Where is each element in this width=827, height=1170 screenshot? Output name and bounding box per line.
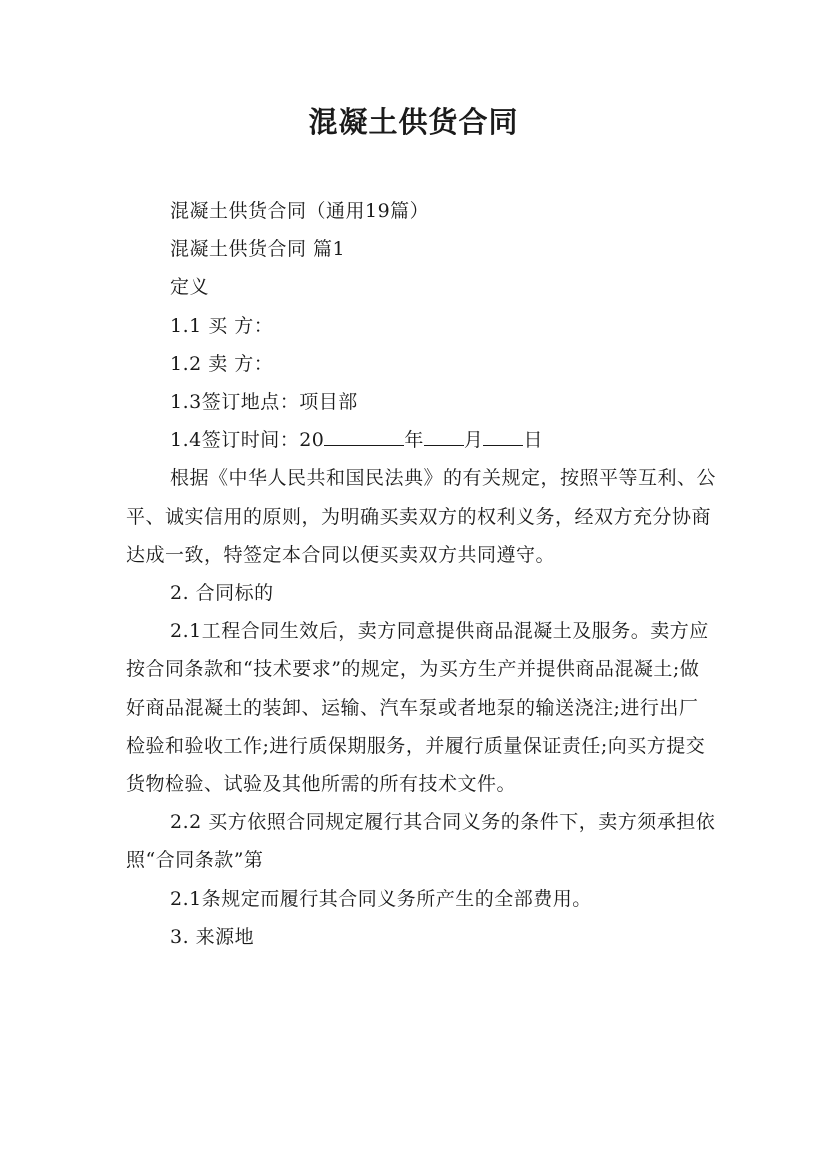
- signing-time-line: [126, 421, 716, 459]
- buyer-line: 1.1 买 方：: [170, 314, 274, 337]
- definitions-heading: 定义: [170, 276, 210, 299]
- clause-2-1b-paragraph: 2.1条规定而履行其合同义务所产生的全部费用。: [170, 887, 592, 910]
- clause-2-2-paragraph: 2.2 买方依照合同规定履行其合同义务的条件下，卖方须承担依照“合同条款”第: [126, 811, 716, 872]
- document-title: 混凝土供货合同: [308, 105, 519, 139]
- section-2-heading: 2. 合同标的: [170, 582, 274, 605]
- day-blank: [483, 423, 523, 446]
- subtitle-line: 混凝土供货合同（通用19篇）: [170, 200, 430, 222]
- clause-2-1-paragraph: 2.1工程合同生效后，卖方同意提供商品混凝土及服务。卖方应按合同条款和“技术要求”的规定，为买方生产并提供商品混凝土;做好商品混凝土的装卸、运输、汽车泵或者地泵的输送浇注;进行出厂检验和验收工作;进行质保期服务，并履行质量保证责任;向买方提交货物检验、试验及其他所需的所有技术文件。: [126, 620, 709, 796]
- month-blank: [424, 423, 464, 446]
- day-label: 日: [523, 429, 543, 452]
- preamble-paragraph: 根据《中华人民共和国民法典》的有关规定，按照平等互利、公平、诚实信用的原则，为明确买卖双方的权利义务，经双方充分协商达成一致，特签定本合同以便买卖双方共同遵守。: [126, 467, 717, 566]
- year-blank: [324, 423, 404, 446]
- signing-time-label: 1.4签订时间：20: [170, 429, 325, 452]
- month-label: 月: [463, 429, 484, 452]
- signing-place-line: 1.3签订地点：项目部: [170, 391, 358, 414]
- document-body: [126, 192, 716, 956]
- chapter-heading: 混凝土供货合同 篇1: [170, 238, 346, 261]
- seller-line: 1.2 卖 方：: [170, 352, 274, 375]
- section-3-heading: 3. 来源地: [170, 925, 255, 948]
- year-label: 年: [404, 429, 424, 452]
